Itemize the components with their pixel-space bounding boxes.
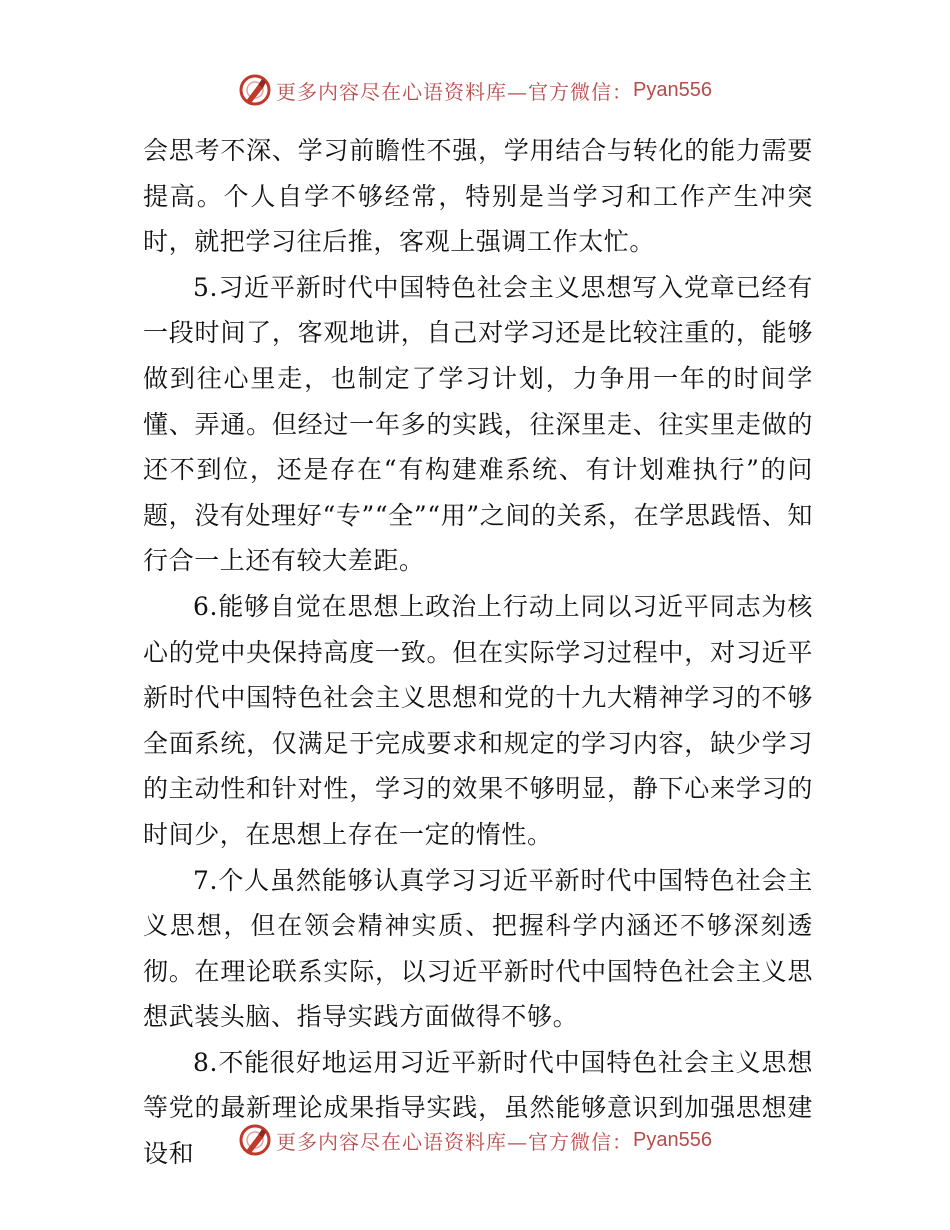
logo-icon [238,1123,272,1157]
footer-banner-text: 更多内容尽在心语资料库—官方微信： [276,1129,634,1154]
footer-banner [0,1120,950,1160]
logo-icon [238,73,272,107]
paragraph-item-6: 6.能够自觉在思想上政治上行动上同以习近平同志为核心的党中央保持高度一致。但在实际学习过程中，对习近平新时代中国特色社会主义思想和党的十九大精神学习的不够全面系统，仅满足于完成要求和规定的学习内容，缺少学习的主动性和针对性，学习的效果不够明显，静下心来学习的时间少，在思想上存在一定的惰性。 [143,591,813,849]
paragraph-continuation: 会思考不深、学习前瞻性不强，学用结合与转化的能力需要提高。个人自学不够经常，特别是当学习和工作产生冲突时，就把学习往后推，客观上强调工作太忙。 [143,136,813,257]
header-banner-handle: Pyan556 [633,78,712,101]
header-banner [0,70,950,110]
paragraph-item-8: 8.不能很好地运用习近平新时代中国特色社会主义思想等党的最新理论成果指导实践，虽然能够意识到加强思想建设和 [143,1047,813,1169]
paragraph-item-5: 5.习近平新时代中国特色社会主义思想写入党章已经有一段时间了，客观地讲，自己对学习还是比较注重的，能够做到往心里走，也制定了学习计划，力争用一年的时间学懂、弄通。但经过一年多的实践，往深里走、往实里走做的还不到位，还是存在“有构建难系统、有计划难执行”的问题，没有处理好“专”“全”“用”之间的关系，在学思践悟、知行合一上还有较大差距。 [143,272,813,576]
paragraph-item-7: 7.个人虽然能够认真学习习近平新时代中国特色社会主义思想，但在领会精神实质、把握科学内涵还不够深刻透彻。在理论联系实际，以习近平新时代中国特色社会主义思想武装头脑、指导实践方面做得不够。 [143,865,813,1032]
footer-banner-handle: Pyan556 [633,1128,712,1151]
document-body [143,128,813,1177]
header-banner-text: 更多内容尽在心语资料库—官方微信： [276,79,634,104]
